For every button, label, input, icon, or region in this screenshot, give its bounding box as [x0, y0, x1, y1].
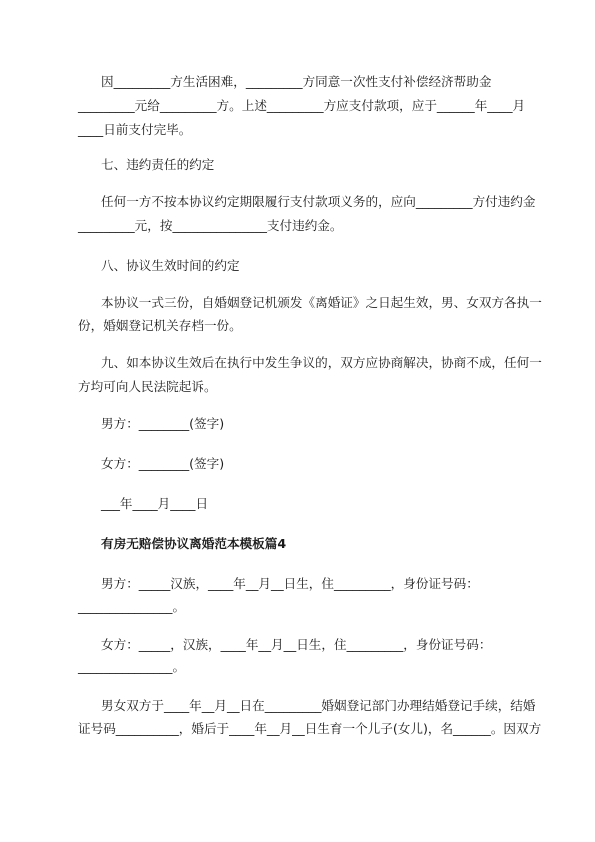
female-signature-line: 女方：________(签字) [101, 456, 225, 471]
paragraph-line: 男方：_____汉族，____年__月__日生，住_________，身份证号码： [101, 576, 479, 591]
paragraph-line: 任何一方不按本协议约定期限履行支付款项义务的，应向_________方付违约金 [101, 194, 536, 209]
paragraph-line: ____日前支付完毕。 [78, 122, 192, 137]
paragraph-line: 因_________方生活困难，_________方同意一次性支付补偿经济帮助金 [101, 74, 492, 89]
section-heading-8: 八、协议生效时间的约定 [101, 258, 240, 273]
paragraph-line: _______________。 [78, 599, 186, 614]
paragraph-line: 男女双方于____年__月__日在_________婚姻登记部门办理结婚登记手续，结婚 [101, 698, 536, 713]
paragraph-line: _______________。 [78, 659, 186, 674]
section-title: 有房无赔偿协议离婚范本模板篇4 [101, 536, 287, 551]
paragraph-line: 方均可向人民法院起诉。 [78, 379, 217, 394]
paragraph-line: _________元给_________方。上述_________方应支付款项，应于______年____月 [78, 98, 526, 113]
date-line: ___年____月____日 [101, 496, 209, 511]
paragraph-line: _________元，按_______________支付违约金。 [78, 218, 343, 233]
paragraph-line: 九、如本协议生效后在执行中发生争议的，双方应协商解决，协商不成，任何一 [101, 355, 542, 370]
paragraph-line: 本协议一式三份，自婚姻登记机颁发《离婚证》之日起生效，男、女双方各执一 [101, 295, 542, 310]
paragraph-line: 女方：_____，汉族，____年__月__日生，住_________，身份证号码： [101, 637, 492, 652]
male-signature-line: 男方：________(签字) [101, 416, 225, 431]
section-heading-7: 七、违约责任的约定 [101, 157, 215, 172]
paragraph-line: 证号码__________，婚后于____年__月__日生育一个儿子(女儿)，名______。因双方 [78, 721, 542, 736]
paragraph-line: 份，婚姻登记机关存档一份。 [78, 318, 242, 333]
